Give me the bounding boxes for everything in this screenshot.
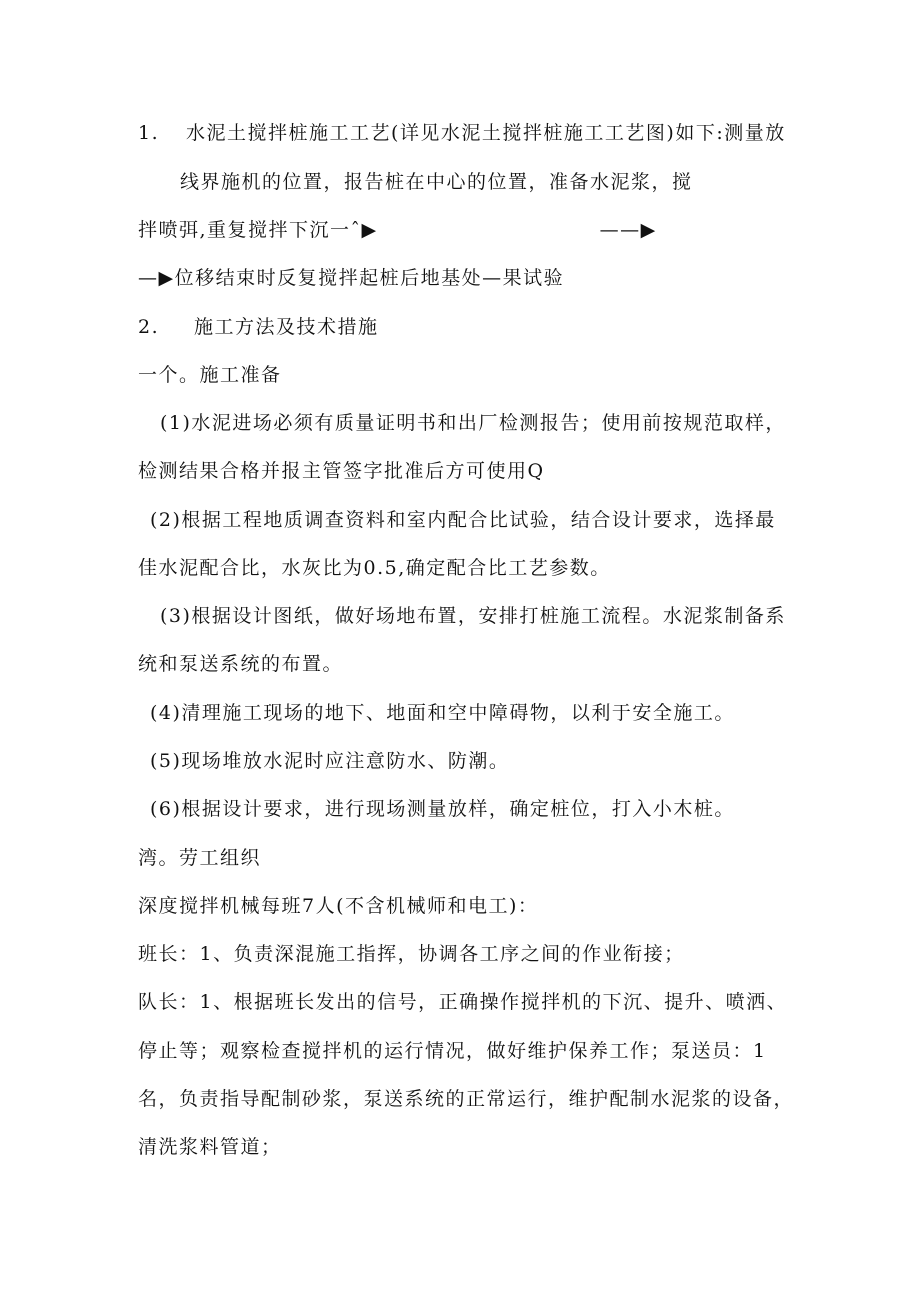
item-1-text: 水泥土搅拌桩施工工艺(详见水泥土搅拌桩施工工艺图)如下:测量放	[186, 122, 786, 144]
item-2-number: 2.	[138, 316, 160, 338]
paragraph-3-line-1: (3)根据设计图纸，做好场地布置，安排打桩施工流程。水泥浆制备系	[160, 605, 786, 627]
item-2-heading	[138, 315, 379, 339]
paragraph-2-line-2: 佳水泥配合比，水灰比为0.5,确定配合比工艺参数。	[138, 557, 611, 579]
item-1-number: 1.	[138, 122, 160, 144]
section-b-title: 湾。劳工组织	[138, 847, 262, 869]
captain-duties-line-2: 停止等；观察检查搅拌机的运行情况，做好维护保养工作；泵送员：1	[138, 1040, 767, 1062]
paragraph-5: (5)现场堆放水泥时应注意防水、防潮。	[150, 750, 510, 772]
item-1-line-1	[138, 121, 786, 145]
section-a-title: 一个。施工准备	[138, 364, 282, 386]
flow-step-text: 拌喷弭,重复搅拌下沉一ˆ▶	[138, 219, 378, 241]
paragraph-1-line-2: 检测结果合格并报主管签字批准后方可使用Q	[138, 460, 545, 482]
captain-duties-line-3: 名，负责指导配制砂浆，泵送系统的正常运行，维护配制水泥浆的设备，	[138, 1088, 795, 1110]
paragraph-1-line-1: (1)水泥进场必须有质量证明书和出厂检测报告；使用前按规范取样，	[160, 412, 786, 434]
item-1-line-3	[138, 218, 657, 242]
paragraph-4: (4)清理施工现场的地下、地面和空中障碍物，以利于安全施工。	[150, 702, 735, 724]
flow-arrow: ——▶	[599, 219, 657, 241]
item-1-line-2: 线界施机的位置，报告桩在中心的位置，准备水泥浆，搅	[180, 171, 693, 193]
item-1-line-4: —▶位移结束时反复搅拌起桩后地基处—果试验	[138, 267, 565, 289]
captain-duties-line-1: 队长：1、根据班长发出的信号，正确操作搅拌机的下沉、提升、喷洒、	[138, 991, 788, 1013]
paragraph-6: (6)根据设计要求，进行现场测量放样，确定桩位，打入小木桩。	[150, 798, 735, 820]
captain-duties-line-4: 清洗浆料管道；	[138, 1136, 282, 1158]
paragraph-3-line-2: 统和泵送系统的布置。	[138, 653, 344, 675]
item-2-title: 施工方法及技术措施	[194, 316, 379, 338]
paragraph-2-line-1: (2)根据工程地质调查资料和室内配合比试验，结合设计要求，选择最	[150, 509, 776, 531]
labor-intro: 深度搅拌机械每班7人(不含机械师和电工)：	[138, 895, 539, 917]
monitor-duties: 班长：1、负责深混施工指挥，协调各工序之间的作业衔接；	[138, 943, 685, 965]
